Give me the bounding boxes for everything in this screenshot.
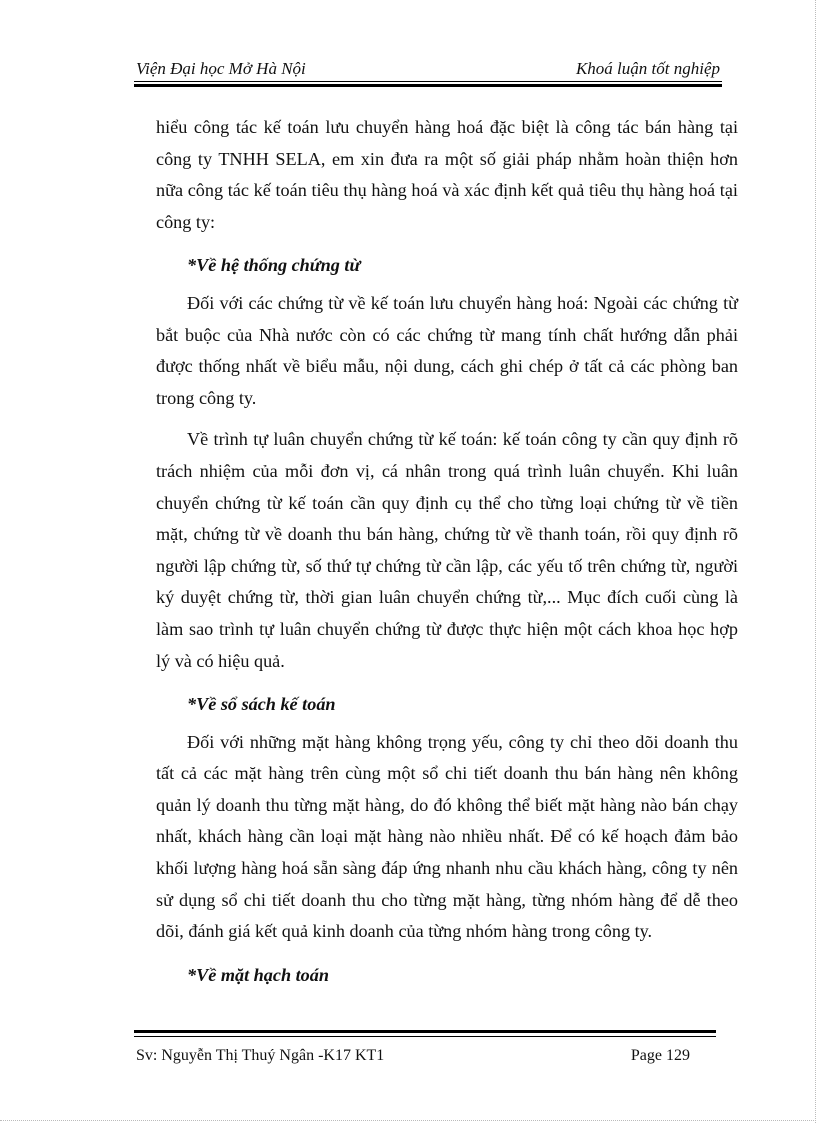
page-edge-bottom [0,1119,816,1121]
paragraph-books: Đối với những mặt hàng không trọng yếu, công ty chỉ theo dõi doanh thu tất cả các mặt hàng trên cùng một sổ chi tiết doanh thu bán hàng nên không quản lý doanh thu từng mặt hàng, do đó không thể biết mặt hàng nào bán chạy nhất, khách hàng cần loại mặt hàng nào nhiều nhất. Để có kế hoạch đảm bảo khối lượng hàng hoá sẵn sàng đáp ứng nhanh nhu cầu khách hàng, công ty nên sử dụng sổ chi tiết doanh thu cho từng mặt hàng, từng nhóm hàng để dễ theo dõi, đánh giá kết quả kinh doanh của từng nhóm hàng trong công ty. [156,731,738,942]
paragraph-documents: Đối với các chứng từ về kế toán lưu chuyển hàng hoá: Ngoài các chứng từ bắt buộc của Nhà nước còn có các chứng từ mang tính chất hướng dẫn phải được thống nhất về biểu mẫu, nội dung, cách ghi chép ở tất cả các phòng ban trong công ty. [156,292,738,408]
header-rule [134,81,722,82]
section-heading-accounting: *Về mặt hạch toán [187,964,329,985]
paragraph-intro: hiểu công tác kế toán lưu chuyển hàng hoá đặc biệt là công tác bán hàng tại công ty TNHH SELA, em xin đưa ra một số giải pháp nhằm hoàn thiện hơn nữa công tác kế toán tiêu thụ hàng hoá và xác định kết quả tiêu thụ hàng hoá tại công ty: [156,117,738,232]
page-body [156,112,738,997]
paragraph-document-flow: Về trình tự luân chuyển chứng từ kế toán: kế toán công ty cần quy định rõ trách nhiệm của mỗi đơn vị, cá nhân trong quá trình luân chuyển. Khi luân chuyển chứng từ kế toán cần quy định cụ thể cho từng loại chứng từ về tiền mặt, chứng từ về doanh thu bán hàng, chứng từ về thanh toán, rồi quy định rõ người lập chứng từ, số thứ tự chứng từ cần lập, các yếu tố trên chứng từ, người ký duyệt chứng từ, thời gian luân chuyển chứng từ,... Mục đích cuối cùng là làm sao trình tự luân chuyển chứng từ được thực hiện một cách khoa học hợp lý và có hiệu quả. [156,429,738,671]
page-footer [134,1047,722,1069]
header-institution: Viện Đại học Mở Hà Nội [136,59,306,78]
footer-author: Sv: Nguyễn Thị Thuý Ngân -K17 KT1 [136,1047,385,1064]
footer-rule-thick [134,1030,716,1033]
page-header [134,57,722,81]
page-number: Page 129 [630,1047,690,1064]
section-heading-documents: *Về hệ thống chứng từ [187,255,361,276]
section-heading-books: *Về sổ sách kế toán [187,694,336,715]
footer-rule [134,1036,716,1037]
header-rule-thick [134,84,722,87]
header-document-type: Khoá luận tốt nghiệp [575,59,720,78]
